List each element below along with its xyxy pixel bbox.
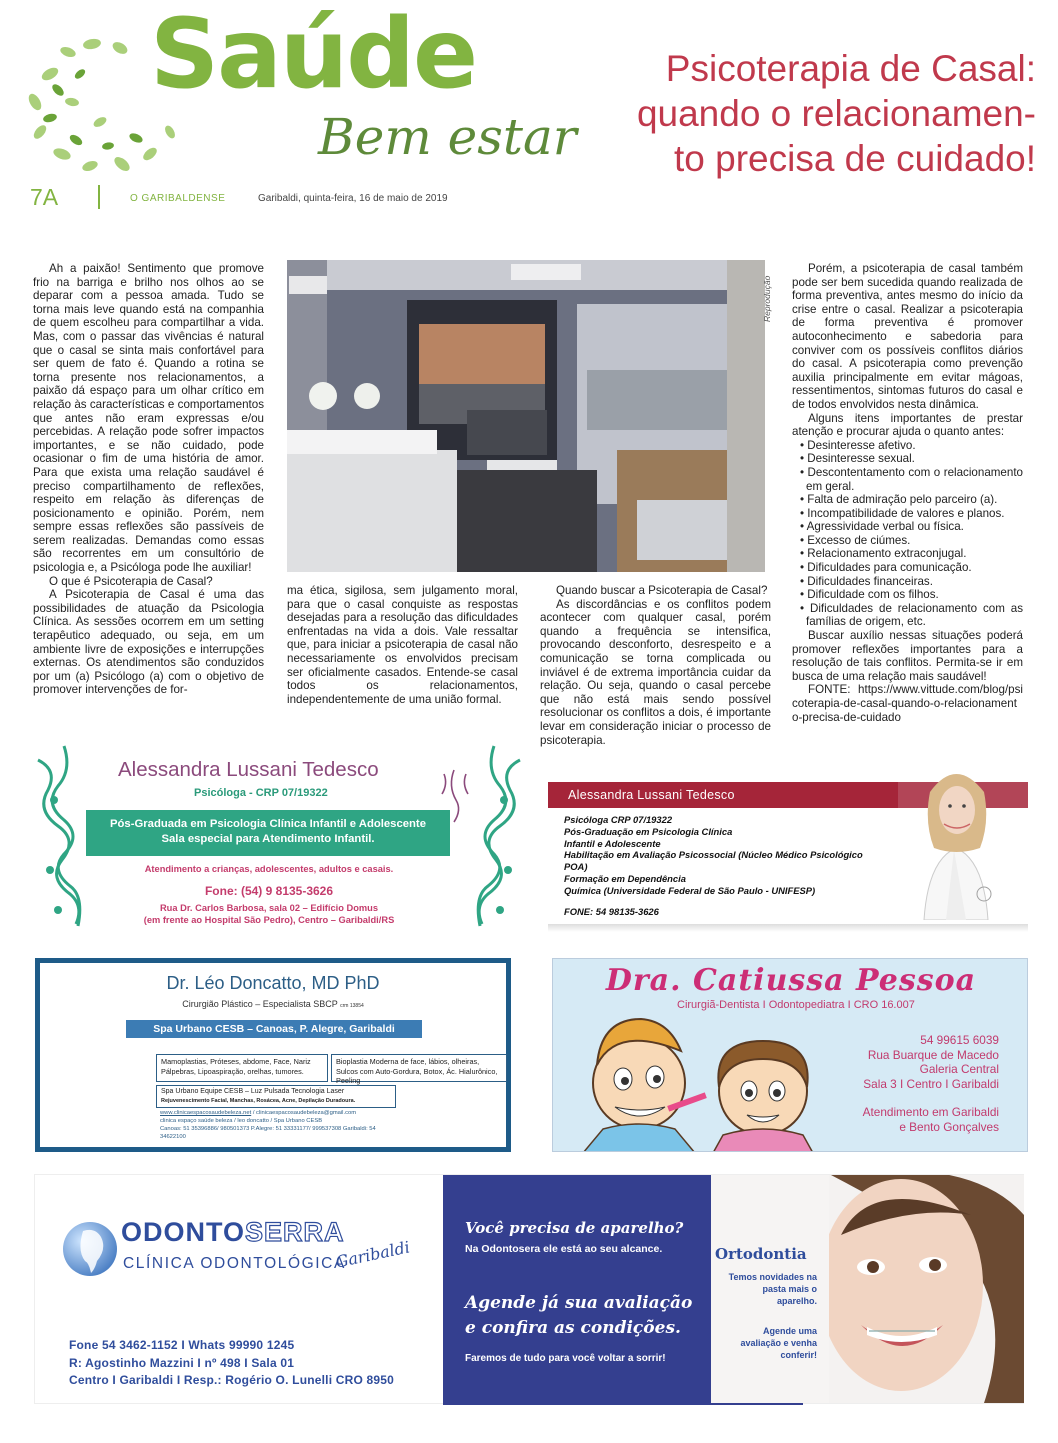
ad-bottom-shadow (548, 924, 1028, 932)
ad-lussani-profile (548, 752, 1028, 935)
page-header (0, 0, 1058, 230)
page-number: 7A (30, 184, 59, 210)
article-column-2 (287, 584, 518, 706)
list-item: • Agressividade verbal ou física. (800, 520, 964, 534)
brand-part-a: ODONTO (121, 1217, 246, 1247)
ad-lussani-card (34, 740, 524, 934)
article-subhead: Quando buscar a Psicoterapia de Casal? (556, 584, 768, 597)
ad-contact-info (863, 1033, 999, 1135)
list-item: • Relacionamento extraconjugal. (800, 547, 967, 561)
headline-line-1: Psicoterapia de Casal: (665, 48, 1036, 89)
article-column-4 (792, 262, 1023, 724)
ad-spa-line: Spa Urbano Equipe CESB – Luz Pulsada Tecnologia Laser (161, 1088, 345, 1095)
promo-call-to-action (465, 1291, 692, 1341)
service-text: Temos novidades na pasta mais o aparelho. (728, 1272, 817, 1306)
kids-brushing-teeth-illustration (573, 1011, 833, 1152)
service-title: Ortodontia (715, 1245, 807, 1263)
article-paragraph: Alguns itens importantes de prestar atenção e procurar ajuda o quanto antes: (792, 411, 1023, 439)
list-item: • Dificuldades de relacionamento com as famílias de origem, etc. (800, 601, 1023, 629)
brand-wordmark (121, 1217, 345, 1248)
article-paragraph: Porém, a psicoterapia de casal também pode ser bem sucedida quando realizada de forma preventiva, antes mesmo do início da crise entre o casal. Realizar a psicoterapia de forma preventiva é promover autoconhecimento e sabedoria para conviver com os possíveis conflitos diários do casal. A psicoterapia como prevenção auxilia principalmente em evitar mágoas, ressentimentos, sintomas futuros do casal e de todos envolvidos nesta dinâmica. (792, 262, 1023, 411)
ad-attendance-line: Atendimento em Garibaldi (862, 1105, 999, 1120)
article-column-1 (33, 262, 264, 697)
ad-advertiser-name: Alessandra Lussani Tedesco (568, 788, 735, 802)
ad-advertiser-name: Dr. Léo Doncatto, MD PhD (166, 973, 380, 993)
office-room-illustration (287, 260, 765, 572)
website-link[interactable]: www.clinicaespacosaudebeleza.net (160, 1110, 252, 1116)
ad-band-line: Sala especial para Atendimento Infantil. (161, 833, 375, 845)
ad-spa-box (156, 1085, 396, 1108)
clinic-type: CLÍNICA ODONTOLÓGICA (123, 1255, 346, 1272)
photo-credit: Reprodução (762, 275, 772, 322)
article-paragraph: ma ética, sigilosa, sem julgamento moral, para que o casal conquiste as respostas desejadas para a resolução das dificuldades enfrentadas na vida a dois. Vale ressaltar que, para iniciar a psicoterapia de casal não necessariamente os envolvidos precisam ser oficialmente casados. Entende-se casal todos os relacionamentos, independentemente de uma união formal. (287, 584, 518, 706)
promo-question: Você precisa de aparelho? (465, 1219, 684, 1237)
promo-tagline: Faremos de tudo para você voltar a sorrir! (465, 1353, 666, 1364)
ad-highlight-band (86, 810, 450, 856)
ad-credential-line: Pós-Graduação em Psicologia Clínica (564, 825, 733, 837)
ad-specialty: Cirurgiã-Dentista I Odontopediatra I CRO 16.007 (677, 999, 915, 1011)
ad-phone: 54 99615 6039 (920, 1033, 999, 1047)
list-item: • Falta de admiração pelo parceiro (a). (800, 493, 998, 507)
promo-subline: Na Odontosera ele está ao seu alcance. (465, 1243, 663, 1255)
ad-band-line: Pós-Graduada em Psicologia Clínica Infantil e Adolescente (110, 818, 426, 830)
ad-credential-line: POA) (564, 861, 588, 873)
contact-line: Fone 54 3462-1152 I Whats 99990 1245 (69, 1338, 295, 1352)
section-title: Saúde (150, 0, 477, 110)
article-paragraph: Ah a paixão! Sentimento que promove frio na barriga e brilho nos olhos ao se deparar com a pessoa amada. Tudo se torna mais leve quando está na companhia de quem escolheu para compartilhar a vida. Mas, com o passar das vivências é natural que o casal se sinta mais confortável para ser quem de fato é. Quando a rotina se torna presente nos relacionamentos, a paixão dá espaço para um olhar crítico em relação às características e comportamentos que antes não eram expressas e/ou percebidas. A relação pode sofrer impactos importantes, e se não cuidado, pode ocasionar o fim de uma história de amor. Para que exista uma relação saudável é preciso compartilhamento de reflexões, respeito em relação às diferenças de posicionamento e opinião. Porém, nem sempre essas reflexões são passíveis de serem realizadas. Demandas como essas são recorrentes em um consultório de psicologia e, a Psicóloga pode lhe auxiliar! (33, 262, 264, 575)
contact-line: R: Agostinho Mazzini I nº 498 I Sala 01 (69, 1355, 295, 1370)
ad-crm: crm 13854 (340, 1003, 364, 1009)
ad-locations-band: Spa Urbano CESB – Canoas, P. Alegre, Garibaldi (126, 1020, 422, 1038)
psychologist-portrait (884, 752, 1028, 920)
ad-treatments-box: Bioplastia Moderna de face, lábios, olheiras, Sulcos com Auto-Gordura, Botox, Ác. Hialurônico, Peeling (331, 1054, 507, 1082)
list-item: • Incompatibilidade de valores e planos. (800, 506, 1005, 520)
ad-phone: Fone: (54) 9 8135-3626 (204, 884, 334, 898)
contact-line: Centro I Garibaldi I Resp.: Rogério O. Lunelli CRO 8950 (69, 1373, 395, 1387)
article-paragraph: A Psicoterapia de Casal é uma das possibilidades de atuação da Psicologia Clínica. As sessões ocorrem em um setting terapêutico adequado, ou seja, em um ambiente livre de exposições e interrupções externas. Os atendimentos são conduzidos por um (a) Psicólogo (a) com o objetivo de promover intervenções de for- (33, 588, 264, 697)
dateline: Garibaldi, quinta-feira, 16 de maio de 2019 (258, 193, 448, 204)
headline-line-2: quando o relacionamen- (636, 93, 1036, 134)
section-subtitle: Bem estar (318, 108, 577, 166)
tooth-logo-icon (61, 1219, 119, 1279)
ad-spa-line: Rejuvenescimento Facial, Manchas, Rosácea, Acne, Depilação Duradoura. (161, 1098, 356, 1104)
ad-phones: Canoas: 51 35396886/ 980501373 P.Alegre: 51 33331177/ 999537308 Garibaldi: 54 34622100 (160, 1126, 376, 1140)
list-item: • Dificuldade com os filhos. (800, 588, 939, 602)
ad-odontoserra (34, 1174, 1024, 1404)
warning-signs-list (792, 439, 1023, 629)
list-item: • Desinteresse afetivo. (800, 438, 916, 452)
list-item: • Descontentamento com o relacionamento em geral. (800, 465, 1023, 493)
ad-address-line: Sala 3 I Centro I Garibaldi (863, 1076, 999, 1091)
ad-pessoa (552, 958, 1028, 1152)
ad-attendance-line: e Bento Gonçalves (899, 1119, 999, 1134)
ad-address (94, 902, 444, 926)
ad-procedures-box: Mamoplastias, Próteses, abdome, Face, Nariz Pálpebras, Lipoaspiração, orelhas, tumores. (156, 1054, 328, 1082)
ad-credential-line: Psicóloga CRP 07/19322 (564, 814, 673, 825)
ad-services-note: Atendimento a crianças, adolescentes, adultos e casais. (144, 864, 394, 874)
ad-advertiser-name: Dra. Catiussa Pessoa (605, 963, 977, 998)
list-item: • Dificuldades financeiras. (800, 574, 933, 588)
ad-specialty (40, 999, 506, 1009)
email-link[interactable]: / clinicaespacosaudebeleza@gmail.com (252, 1110, 357, 1116)
ad-contact-info (69, 1337, 394, 1390)
ad-advertiser-role: Psicóloga - CRP 07/19322 (194, 787, 328, 799)
header-divider (98, 185, 100, 209)
ad-credential-line: Química (Universidade Federal de São Paulo - UNIFESP) (564, 884, 816, 896)
ad-address-line: Galeria Central (919, 1062, 999, 1077)
ad-credential-line: Formação em Dependência (564, 872, 686, 884)
cta-line: e confira as condições. (465, 1318, 681, 1338)
article-paragraph: As discordâncias e os conflitos podem acontecer com qualquer casal, porém quando a frequência se intensifica, provocando desconforto, desrespeito e a comunicação se torna complicada ou inviável é de extrema importância cuidar da relação. Ou seja, quando o casal percebe que não está mais sendo possível resolucionar os conflitos a dois, é importante levar em consideração iniciar o processo de psicoterapia. (540, 597, 771, 747)
headline-line-3: to precisa de cuidado! (673, 138, 1036, 179)
list-item: • Dificuldades para comunicação. (800, 561, 972, 575)
ad-doncatto (35, 958, 511, 1152)
social-handles: clinica espaço saúde beleza / leo doncatto / Spa Urbano CESB (160, 1118, 323, 1124)
publication-name: O GARIBALDENSE (130, 193, 226, 204)
ad-credential-line: Infantil e Adolescente (564, 837, 661, 849)
article-photo (287, 260, 765, 572)
ad-credential-line: Habilitação em Avaliação Psicossocial (Núcleo Médico Psicológico (564, 849, 863, 861)
article-source: FONTE: https://www.vittude.com/blog/psicoterapia-de-casal-quando-o-relacionamento-precisa-de-cuidado (792, 683, 1023, 724)
ad-advertiser-name: Alessandra Lussani Tedesco (118, 758, 379, 781)
ad-credentials (564, 814, 863, 897)
ad-address-line: Rua Buarque de Macedo (867, 1047, 999, 1062)
clinic-city: Garibaldi (333, 1237, 412, 1272)
article-subhead: O que é Psicoterapia de Casal? (49, 574, 213, 588)
service-cta: Agende uma avaliação e venha conferir! (740, 1326, 817, 1360)
list-item: • Excesso de ciúmes. (800, 533, 911, 547)
ad-specialty-text: Cirurgião Plástico – Especialista SBCP (182, 999, 338, 1009)
cta-line: Agende já sua avaliação (465, 1293, 693, 1313)
ad-address-line: Rua Dr. Carlos Barbosa, sala 02 – Edifício Domus (159, 903, 379, 913)
ad-phone: FONE: 54 98135-3626 (564, 906, 659, 917)
brand-part-b: SERRA (245, 1217, 345, 1247)
ad-address-line: (em frente ao Hospital São Pedro), Centro – Garibaldi/RS (143, 915, 395, 925)
list-item: • Desinteresse sexual. (800, 452, 915, 466)
article-column-3 (540, 584, 771, 747)
headline (536, 46, 1036, 181)
article-paragraph: Buscar auxílio nessas situações poderá promover reflexões importantes para a resolução de tais conflitos. Permita-se ir em busca de uma relação mais saudável! (792, 629, 1023, 683)
ad-links (160, 1109, 392, 1141)
spacer (863, 1091, 999, 1105)
